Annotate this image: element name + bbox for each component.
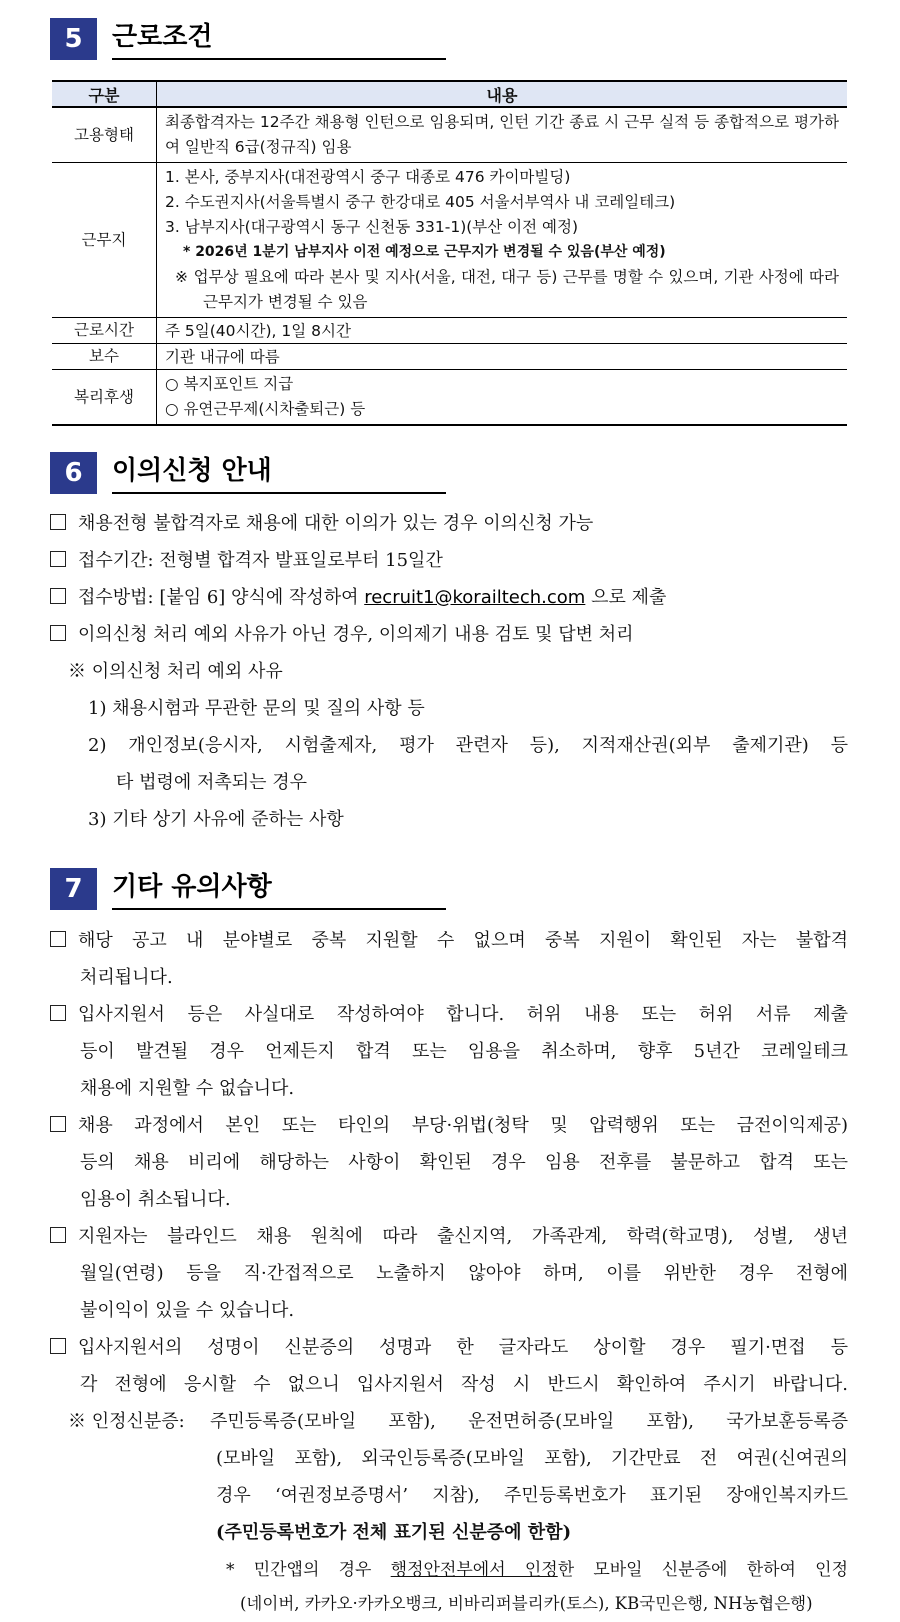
checkbox-square-icon <box>50 1227 66 1243</box>
item-continued: 등의 채용 비리에 해당하는 사항이 확인된 경우 임용 전후를 불문하고 합격 또는 <box>80 1152 848 1173</box>
title-underline <box>112 492 446 494</box>
item-continued: 월일(연령) 등을 직·간접적으로 노출하지 않아야 하며, 이를 위반한 경우 전형에 <box>80 1263 848 1284</box>
welfare-item: ○ 유연근무제(시차출퇴근) 등 <box>165 400 366 418</box>
id-label: ※ 인정신분증: <box>68 1411 185 1432</box>
sub-item-continued: 타 법령에 저촉되는 경우 <box>116 772 308 793</box>
title-underline <box>112 58 446 60</box>
item-text: 접수기간: 전형별 합격자 발표일로부터 15일간 <box>78 550 443 571</box>
mobile-id-note <box>226 1557 848 1583</box>
reference-note: ※ 이의신청 처리 예외 사유 <box>68 661 283 682</box>
item-text: 으로 제출 <box>585 587 667 608</box>
item-text: 접수방법: [붙임 6] 양식에 작성하여 <box>78 587 365 608</box>
section-5-heading <box>50 18 445 60</box>
checkbox-square-icon <box>50 588 66 604</box>
section-number: 7 <box>50 868 97 910</box>
hours-text: 주 5일(40시간), 1일 8시간 <box>157 318 848 344</box>
employment-text: 최종합격자는 12주간 채용형 인턴으로 임용되며, 인턴 기간 종료 시 근무 실적 등 종합적으로 평가하여 일반직 6급(정규직) 임용 <box>157 107 848 163</box>
item-text: 이의신청 처리 예외 사유가 아닌 경우, 이의제기 내용 검토 및 답변 처리 <box>78 624 634 645</box>
list-item <box>50 585 666 611</box>
table-row <box>52 370 847 426</box>
table-header-content: 내용 <box>157 81 848 107</box>
sub-item: 3) 기타 상기 사유에 준하는 사항 <box>88 809 344 830</box>
item-text: 지원자는 블라인드 채용 원칙에 따라 출신지역, 가족관계, 학력(학교명), 성별, 생년 <box>78 1226 848 1247</box>
table-row <box>52 344 847 370</box>
item-continued: 임용이 취소됩니다. <box>80 1189 231 1210</box>
list-item <box>50 928 848 954</box>
table-row <box>52 318 847 344</box>
working-conditions-table <box>52 80 847 426</box>
row-label-welfare: 복리후생 <box>52 370 157 426</box>
checkbox-square-icon <box>50 551 66 567</box>
list-item <box>50 1002 848 1028</box>
item-text: 입사지원서의 성명이 신분증의 성명과 한 글자라도 상이할 경우 필기·면접 등 <box>78 1337 848 1358</box>
item-continued: 처리됩니다. <box>80 967 173 988</box>
id-list: (모바일 포함), 외국인등록증(모바일 포함), 기간만료 전 여권(신여권의 <box>216 1448 848 1469</box>
item-continued: 불이익이 있을 수 있습니다. <box>80 1300 295 1321</box>
checkbox-square-icon <box>50 1338 66 1354</box>
workplace-item: 1. 본사, 중부지사(대전광역시 중구 대종로 476 카이마빌딩) <box>165 168 571 186</box>
mobile-id-apps: (네이버, 카카오·카카오뱅크, 비바리퍼블리카(토스), KB국민은행, NH농협은행) <box>240 1594 813 1613</box>
list-item <box>50 1335 848 1361</box>
id-list: 주민등록증(모바일 포함), 운전면허증(모바일 포함), 국가보훈등록증 <box>210 1411 848 1432</box>
list-item <box>50 548 443 574</box>
list-item <box>50 1113 848 1139</box>
id-list-note: (주민등록번호가 전체 표기된 신분증에 한함) <box>216 1522 572 1543</box>
item-continued: 채용에 지원할 수 없습니다. <box>80 1078 295 1099</box>
section-7-heading <box>50 868 445 910</box>
checkbox-square-icon <box>50 625 66 641</box>
section-number: 5 <box>50 18 97 60</box>
table-row <box>52 107 847 163</box>
row-label-hours: 근로시간 <box>52 318 157 344</box>
row-label-workplace: 근무지 <box>52 163 157 318</box>
row-label-pay: 보수 <box>52 344 157 370</box>
workplace-cell <box>157 163 848 318</box>
list-item <box>50 511 593 537</box>
item-text: 입사지원서 등은 사실대로 작성하여야 합니다. 허위 내용 또는 허위 서류 제출 <box>78 1004 848 1025</box>
item-text: 채용 과정에서 본인 또는 타인의 부당·위법(청탁 및 압력행위 또는 금전이익제공) <box>78 1115 848 1136</box>
workplace-item: 3. 남부지사(대구광역시 동구 신천동 331-1)(부산 이전 예정) <box>165 218 579 236</box>
title-underline <box>112 908 446 910</box>
section-number: 6 <box>50 452 97 494</box>
note-underlined: 행정안전부에서 인정 <box>390 1560 558 1580</box>
section-6-heading <box>50 452 445 494</box>
item-continued: 각 전형에 응시할 수 없으니 입사지원서 작성 시 반드시 확인하여 주시기 바랍니다. <box>80 1374 848 1395</box>
welfare-cell <box>157 370 848 426</box>
row-label-employment: 고용형태 <box>52 107 157 163</box>
item-continued: 등이 발견될 경우 언제든지 합격 또는 임용을 취소하며, 향후 5년간 코레일테크 <box>80 1041 848 1062</box>
checkbox-square-icon <box>50 514 66 530</box>
id-list: 경우 ‘여권정보증명서’ 지참), 주민등록번호가 표기된 장애인복지카드 <box>216 1485 848 1506</box>
workplace-reference: ※ 업무상 필요에 따라 본사 및 지사(서울, 대전, 대구 등) 근무를 명할 수 있으며, 기관 사정에 따라 근무지가 변경될 수 있음 <box>175 268 839 311</box>
sub-item: 1) 채용시험과 무관한 문의 및 질의 사항 등 <box>88 698 425 719</box>
note-text: * 민간앱의 경우 <box>226 1560 391 1580</box>
item-text: 해당 공고 내 분야별로 중복 지원할 수 없으며 중복 지원이 확인된 자는 불합격 <box>78 930 848 951</box>
checkbox-square-icon <box>50 1005 66 1021</box>
list-item <box>50 622 634 648</box>
checkbox-square-icon <box>50 1116 66 1132</box>
pay-text: 기관 내규에 따름 <box>157 344 848 370</box>
table-header-category: 구분 <box>52 81 157 107</box>
sub-item: 2) 개인정보(응시자, 시험출제자, 평가 관련자 등), 지적재산권(외부 출제기관) 등 <box>88 735 848 756</box>
email-link[interactable]: recruit1@korailtech.com <box>364 587 586 608</box>
workplace-item: 2. 수도권지사(서울특별시 중구 한강대로 405 서울서부역사 내 코레일테크) <box>165 193 676 211</box>
welfare-item: ○ 복지포인트 지급 <box>165 375 294 393</box>
table-header-row <box>52 81 847 107</box>
note-text: 한 모바일 신분증에 한하여 인정 <box>557 1560 849 1580</box>
item-text: 채용전형 불합격자로 채용에 대한 이의가 있는 경우 이의신청 가능 <box>78 513 594 534</box>
checkbox-square-icon <box>50 931 66 947</box>
table-row <box>52 163 847 318</box>
section-title: 이의신청 안내 <box>112 456 272 486</box>
list-item <box>50 1224 848 1250</box>
section-title: 기타 유의사항 <box>112 872 272 902</box>
workplace-note: * 2026년 1분기 남부지사 이전 예정으로 근무지가 변경될 수 있음(부산 예정) <box>183 244 666 260</box>
section-title: 근로조건 <box>112 22 213 52</box>
